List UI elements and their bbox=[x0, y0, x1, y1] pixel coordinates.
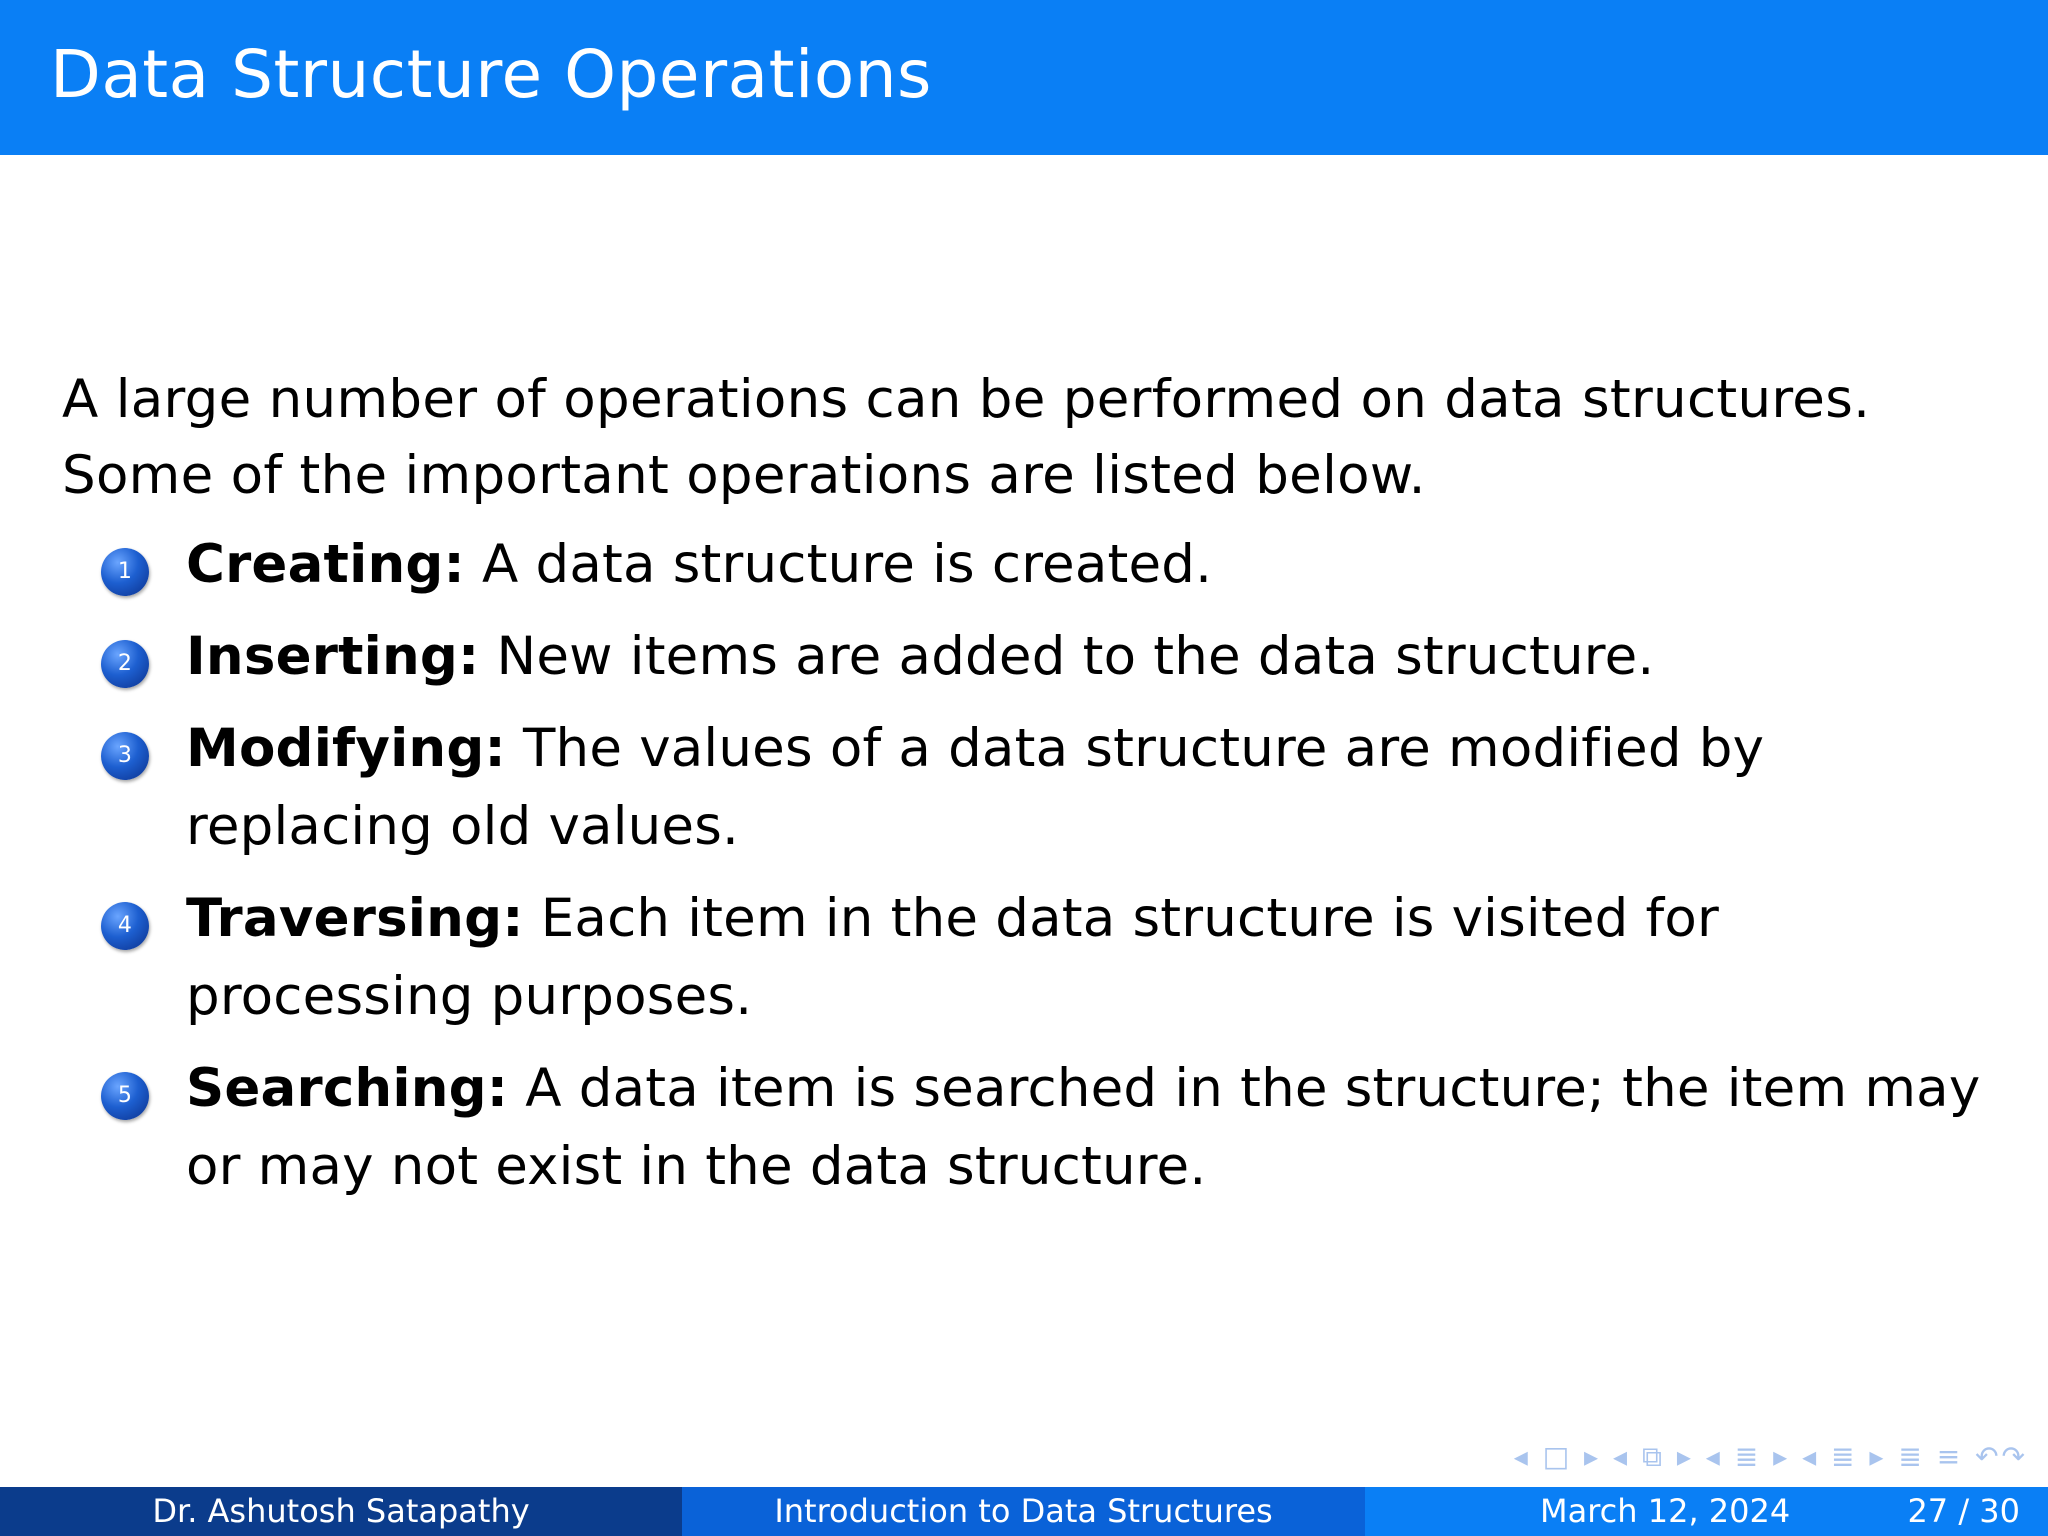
operation-item-inserting bbox=[0, 618, 2048, 696]
operation-term: Searching: bbox=[186, 1058, 509, 1119]
operation-item-creating bbox=[0, 526, 2048, 604]
slide-title: Data Structure Operations bbox=[50, 36, 932, 113]
operation-description: Each item in the data structure is visited for processing purposes. bbox=[186, 888, 1719, 1027]
operation-term: Creating: bbox=[186, 534, 465, 595]
operation-item-searching bbox=[0, 1050, 2048, 1206]
operation-term: Traversing: bbox=[186, 888, 524, 949]
operation-description: A data structure is created. bbox=[481, 534, 1213, 595]
operation-description: New items are added to the data structure. bbox=[496, 626, 1655, 687]
operation-item-traversing bbox=[0, 880, 2048, 1036]
footer-date-page bbox=[1365, 1487, 2048, 1536]
footer-page-number: 27 / 30 bbox=[1907, 1492, 2020, 1530]
operation-term: Modifying: bbox=[186, 718, 506, 779]
numbered-bullet-icon: 2 bbox=[101, 640, 149, 688]
title-bar bbox=[0, 0, 2048, 155]
operations-list bbox=[0, 526, 2048, 1220]
numbered-bullet-icon: 5 bbox=[101, 1072, 149, 1120]
operation-description: The values of a data structure are modified by replacing old values. bbox=[186, 718, 1765, 857]
footer-author: Dr. Ashutosh Satapathy bbox=[0, 1487, 682, 1536]
numbered-bullet-icon: 3 bbox=[101, 732, 149, 780]
intro-paragraph: A large number of operations can be performed on data structures. Some of the important operations are listed below. bbox=[62, 369, 1871, 506]
numbered-bullet-icon: 1 bbox=[101, 548, 149, 596]
footer-bar bbox=[0, 1487, 2048, 1536]
operation-item-modifying bbox=[0, 710, 2048, 866]
footer-date: March 12, 2024 bbox=[1540, 1492, 1791, 1530]
beamer-navigation-icons[interactable]: ◂ □ ▸ ◂ ⧉ ▸ ◂ ≣ ▸ ◂ ≣ ▸ ≣ ≡ ↶↷ bbox=[1513, 1440, 2028, 1473]
numbered-bullet-icon: 4 bbox=[101, 902, 149, 950]
footer-presentation-title: Introduction to Data Structures bbox=[682, 1487, 1365, 1536]
operation-description: A data item is searched in the structure; the item may or may not exist in the data structure. bbox=[186, 1058, 1981, 1197]
operation-term: Inserting: bbox=[186, 626, 480, 687]
